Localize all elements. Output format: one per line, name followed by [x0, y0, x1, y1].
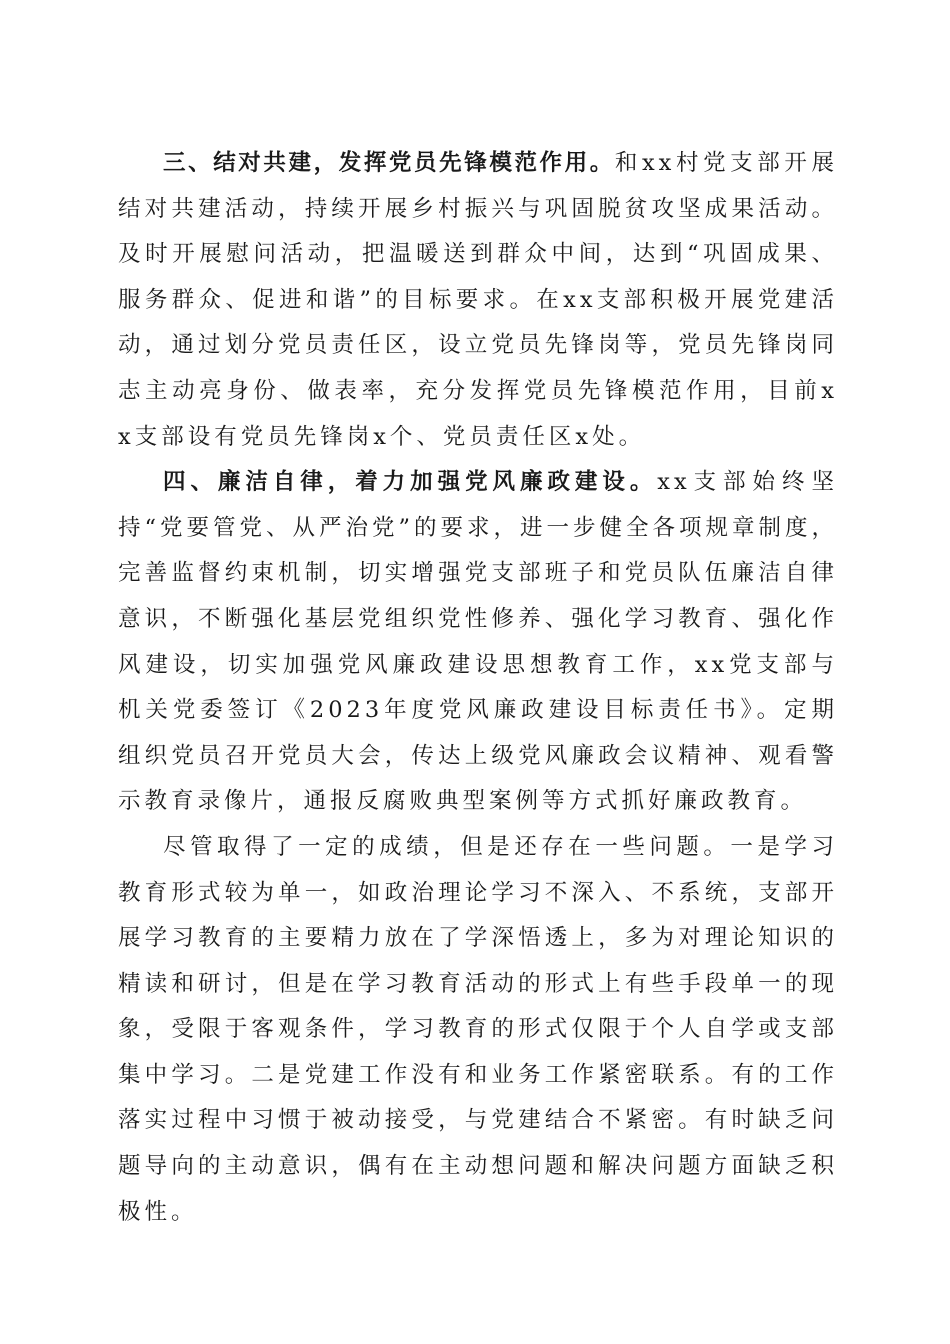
paragraph-3-partner-building [118, 141, 838, 460]
paragraph-problems [118, 825, 838, 1235]
paragraph-text: 和xx村党支部开展结对共建活动，持续开展乡村振兴与巩固脱贫攻坚成果活动。及时开展慰问活动，把温暖送到群众中间，达到“巩固成果、服务群众、促进和谐”的目标要求。在xx支部积极开展党建活动，通过划分党员责任区，设立党员先锋岗等，党员先锋岗同志主动亮身份、做表率，充分发挥党员先锋模范作用，目前xx支部设有党员先锋岗x个、党员责任区x处。 [118, 150, 838, 450]
paragraph-4-integrity [118, 460, 838, 825]
paragraph-text: xx支部始终坚持“党要管党、从严治党”的要求，进一步健全各项规章制度，完善监督约束机制，切实增强党支部班子和党员队伍廉洁自律意识，不断强化基层党组织党性修养、强化学习教育、强化作风建设，切实加强党风廉政建设思想教育工作，xx党支部与机关党委签订《2023年度党风廉政建设目标责任书》。定期组织党员召开党员大会，传达上级党风廉政会议精神、观看警示教育录像片，通报反腐败典型案例等方式抓好廉政教育。 [118, 469, 839, 815]
paragraph-text: 尽管取得了一定的成绩，但是还存在一些问题。一是学习教育形式较为单一，如政治理论学习不深入、不系统，支部开展学习教育的主要精力放在了学深悟透上，多为对理论知识的精读和研讨，但是在学习教育活动的形式上有些手段单一的现象，受限于客观条件，学习教育的形式仅限于个人自学或支部集中学习。二是党建工作没有和业务工作紧密联系。有的工作落实过程中习惯于被动接受，与党建结合不紧密。有时缺乏问题导向的主动意识，偶有在主动想问题和解决问题方面缺乏积极性。 [118, 833, 838, 1225]
document-body [118, 141, 838, 1235]
section-heading: 三、结对共建，发挥党员先锋模范作用。 [163, 150, 615, 176]
section-heading: 四、廉洁自律，着力加强党风廉政建设。 [163, 469, 658, 496]
